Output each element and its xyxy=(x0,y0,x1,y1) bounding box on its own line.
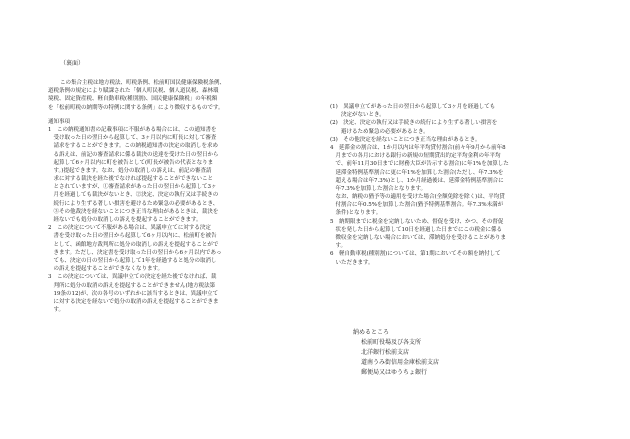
notice-line: 条件)となります。 xyxy=(330,210,382,217)
side-label: （裏面） xyxy=(60,60,85,67)
notice-line: ③その他裁決を経ないことにつき正当な理由があるときは、裁決を xyxy=(48,208,219,215)
notice-line: 書を受け取った日の翌日から起算して6ヶ月以内に、松前町を被告 xyxy=(48,233,217,240)
intro-line: 境税、固定資産税、軽自動車税(種別割)、国民健康保険税」の年税額 xyxy=(48,96,218,103)
intro-line: 道税条例の規定により賦課された「個人町民税、個人道民税、森林環 xyxy=(48,88,219,95)
notice-line: 2 この決定について不服がある場合は、異議申立てに対する決定 xyxy=(48,225,211,232)
notice-line: 起算して6ヶ月以内に町を被告として(町長が被告の代表となりま xyxy=(48,159,214,166)
notice-line: 延滞金特例基準割合に更に年1%を加算した割合(ただし、年7.3%を xyxy=(330,169,504,176)
notice-line: 状を発した日から起算して10日を経過した日までにこの税金に係る xyxy=(330,226,503,233)
notice-line: 3 この決定については、異議申立ての決定を経た後でなければ、裁 xyxy=(48,274,217,281)
payment-place: 北洋銀行松前支店 xyxy=(361,349,410,356)
notice-line: の訴えを提起することができなくなります。 xyxy=(48,266,164,273)
notice-line: いただきます。 xyxy=(330,259,374,266)
notice-line: 受け取った日の翌日から起算して、3ヶ月以内に町長に対して審査 xyxy=(48,135,217,142)
notice-line: 月を経過しても裁決がないとき、②決定、決定の執行又は手続きの xyxy=(48,192,219,199)
payment-place: 道南うみ街信用金庫松前支店 xyxy=(361,359,440,366)
notice-line: 続行により生ずる著しい損害を避けるため緊急の必要があるとき、 xyxy=(48,200,219,207)
notice-line: 1 この納税通知書の記載事項に不服がある場合には、この通知書を xyxy=(48,126,217,133)
notice-line: す。)提起できます。なお、処分の取消しの訴えは、前記の審査請 xyxy=(48,167,212,174)
notice-line: 付割合に年0.5%を加算した割合(猶予特例基準割合。年7.3%未満が xyxy=(330,202,504,209)
notice-line: 6 軽自動車税(種別割)については、第1期においてその額を納付して xyxy=(330,251,501,258)
right-column xyxy=(330,103,600,267)
notice-line: 年7.3%を加算した割合となります。 xyxy=(330,185,427,192)
notice-line: る訴えは、前記の審査請求に係る裁決の送達を受けた日の翌日から xyxy=(48,151,219,158)
notice-line: 5 納期限までに税金を完納しないため、督促を受け、かつ、その督促 xyxy=(330,218,504,225)
notice-line: ても、決定の日の翌日から起算して1年を経過すると処分の取消し xyxy=(48,257,217,264)
notices-title: 通知事項 xyxy=(48,118,71,125)
notice-line: (2) 決定、決定の執行又は手続きの続行により生ずる著しい損害を xyxy=(330,120,498,127)
notice-line: 請求をすることができます。この納税通知書の決定の取消しを求め xyxy=(48,143,219,150)
notice-line: 決定がないとき。 xyxy=(330,112,385,119)
notice-line: 避けるため緊急の必要があるとき。 xyxy=(330,128,429,135)
notice-line: 超える場合は年7.3%)とし、1か月経過後は、延滞金特例基準割合に xyxy=(330,177,504,184)
notice-line: 求に対する裁決を経た後でなければ提起することができないこと xyxy=(48,176,214,183)
notice-line: 判所に処分の取消の訴えを提起することができません(地方税法第 xyxy=(48,282,216,289)
notice-line: 徴収金を完納しない場合においては、滞納処分を受けることがありま xyxy=(330,235,507,241)
intro-line: この集合主税は地方税法、町税条例、松前町国民健康保険税条例、 xyxy=(60,80,226,86)
notice-line: とされていますが、①審査請求があった日の翌日から起算して3ヶ xyxy=(48,184,217,191)
notice-line: (1) 異議申立てがあった日の翌日から起算して3ヶ月を経過しても xyxy=(330,104,496,110)
payment-title: 納めるところ xyxy=(353,329,390,336)
notice-line: きます。ただし、決定書を受け取った日の翌日から6ヶ月以内であっ xyxy=(48,249,222,256)
notice-line: で、前年11月30日までに財務大臣が告示する割合)に年1%を加算した xyxy=(330,161,509,168)
notice-line: (3) その他決定を経ないことにつき正当な理由があるとき。 xyxy=(330,136,481,143)
notice-line: なお、納税の猶予等の適用を受けた場合(全額免除を除く)は、平均貸 xyxy=(330,194,505,201)
payment-place: 松前町役場及び各支所 xyxy=(361,339,422,346)
left-column xyxy=(48,79,318,314)
payment-place: 郵便局又はゆうちょ銀行 xyxy=(361,369,428,376)
notice-line: す。 xyxy=(330,243,347,250)
notice-line: 経ないでも処分の取消しの訴えを提起することができます。 xyxy=(48,217,202,223)
payment-places xyxy=(353,328,439,378)
notice-line: 4 延滞金の割合は、1か月以内は年平均貸付割合(前々年9月から前年8 xyxy=(330,144,506,151)
notice-line: として、函館地方裁判所に処分の取消しの訴えを提起することがで xyxy=(48,241,219,248)
notice-line: に対する決定を経ないで処分の取消の訴えを提起することができま xyxy=(48,298,219,305)
notice-line: 月までの各月における銀行の新規の短期貸出約定平均金利の年平均 xyxy=(330,153,501,160)
notice-line: す。 xyxy=(48,307,65,314)
notice-line: 19条の12)が、次の各号のいずれかに該当するときは、異議申立て xyxy=(48,290,219,297)
intro-line: を「松前町税の納期等の特例に関する条例」により徴収するものです。 xyxy=(48,104,224,111)
